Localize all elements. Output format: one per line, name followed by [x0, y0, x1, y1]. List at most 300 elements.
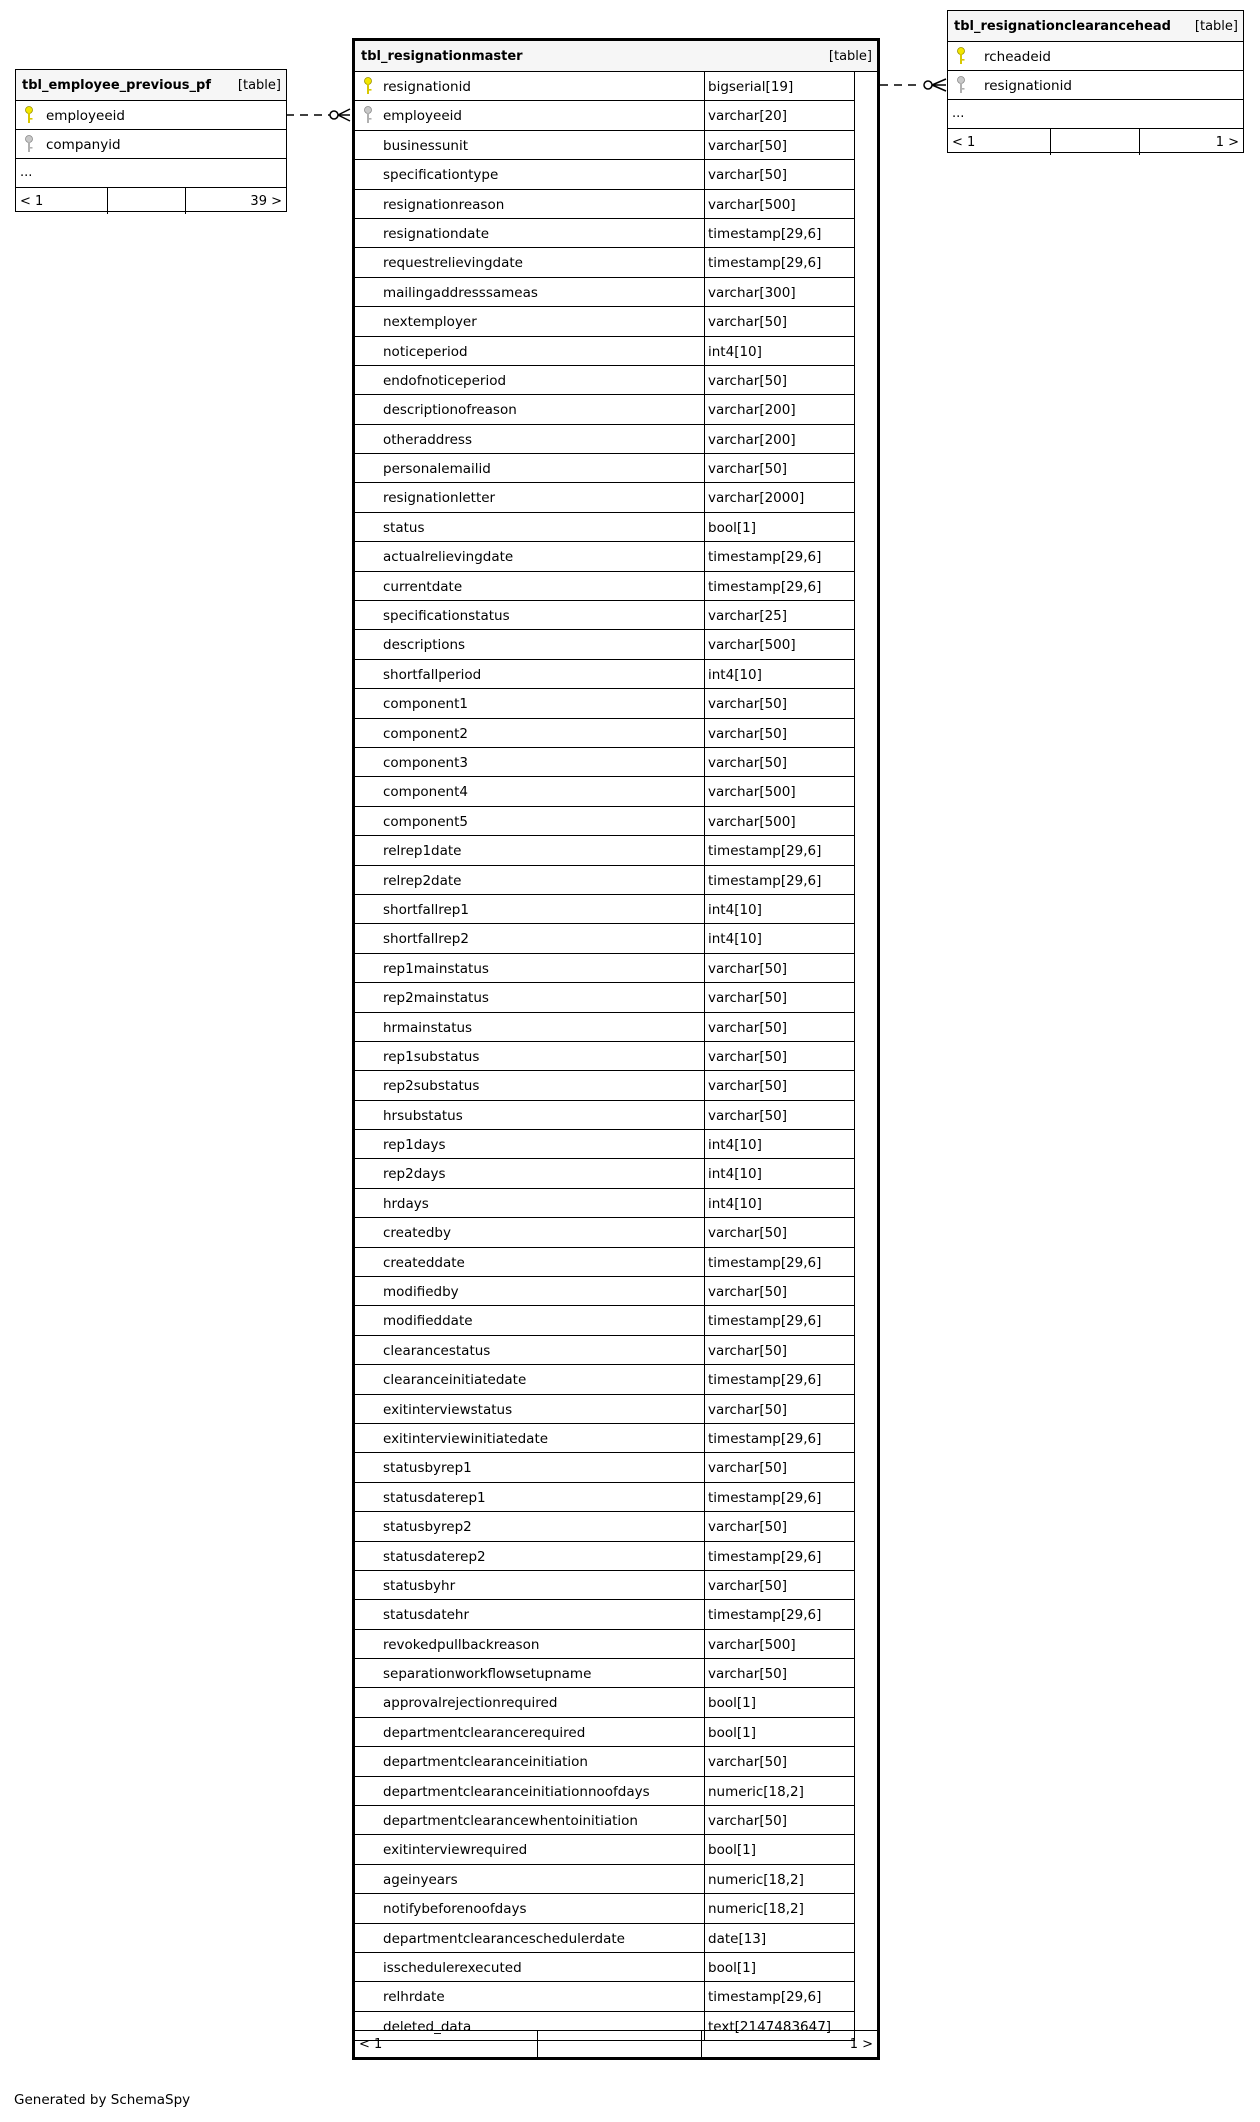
column-type-cell — [704, 924, 854, 952]
column-type-cell — [704, 1865, 854, 1893]
column-type: int4[10] — [708, 901, 762, 918]
column-row[interactable] — [355, 366, 854, 395]
column-name: resignationletter — [383, 490, 496, 507]
column-type-cell — [704, 248, 854, 276]
column-row[interactable] — [355, 954, 854, 983]
column-name: notifybeforenoofdays — [383, 1901, 527, 1918]
connector-crowfoot-left-a — [338, 109, 350, 115]
column-row[interactable] — [355, 1159, 854, 1188]
column-type: timestamp[29,6] — [708, 843, 822, 860]
column-row[interactable] — [355, 72, 854, 101]
column-type: int4[10] — [708, 1195, 762, 1212]
connector-optional-circle-left — [330, 111, 338, 119]
column-type-cell — [704, 1806, 854, 1834]
column-type: bool[1] — [708, 1724, 756, 1741]
pager-next[interactable]: 1 > — [1215, 135, 1239, 150]
column-type: varchar[50] — [708, 461, 788, 478]
column-name: departmentclearancewhentoinitiation — [383, 1813, 638, 1830]
column-type: varchar[50] — [708, 1401, 788, 1418]
column-type: varchar[50] — [708, 1078, 788, 1095]
column-row[interactable] — [355, 1218, 854, 1247]
column-type: varchar[50] — [708, 1754, 788, 1771]
column-row[interactable] — [355, 219, 854, 248]
column-type-cell — [704, 542, 854, 570]
column-name: ageinyears — [383, 1871, 458, 1888]
column-name: createdby — [383, 1225, 451, 1242]
column-row[interactable] — [355, 1865, 854, 1894]
column-row[interactable] — [355, 719, 854, 748]
column-type: varchar[50] — [708, 372, 788, 389]
column-name: exitinterviewstatus — [383, 1401, 513, 1418]
column-row[interactable] — [355, 1101, 854, 1130]
column-name: departmentclearanceinitiationnoofdays — [383, 1783, 650, 1800]
column-type: varchar[50] — [708, 1342, 788, 1359]
column-type-cell — [704, 660, 854, 688]
column-name: specificationtype — [383, 167, 499, 184]
column-name: hrmainstatus — [383, 1019, 473, 1036]
foreign-key-icon — [363, 106, 373, 124]
column-type: bigserial[19] — [708, 79, 794, 95]
column-row[interactable] — [355, 483, 854, 512]
column-type: varchar[50] — [708, 1577, 788, 1594]
column-type-cell — [704, 131, 854, 159]
column-type-cell — [704, 983, 854, 1011]
column-name: shortfallrep1 — [383, 901, 469, 918]
column-name: businessunit — [383, 137, 468, 154]
column-list — [355, 72, 855, 2041]
column-type-cell — [704, 1953, 854, 1981]
table-name: tbl_resignationclearancehead — [954, 19, 1171, 34]
column-type-cell — [704, 1365, 854, 1393]
column-type: varchar[50] — [708, 1048, 788, 1065]
column-type-cell — [704, 1395, 854, 1423]
column-name: rep1days — [383, 1137, 446, 1154]
column-row[interactable] — [355, 748, 854, 777]
column-type: varchar[20] — [708, 108, 788, 125]
column-type: varchar[200] — [708, 402, 796, 419]
column-type-cell — [704, 1277, 854, 1305]
column-name: relrep1date — [383, 843, 462, 860]
column-type-cell — [704, 1218, 854, 1246]
column-row[interactable] — [355, 395, 854, 424]
column-type-cell — [704, 807, 854, 835]
column-name: statusdaterep1 — [383, 1489, 486, 1506]
column-row[interactable] — [355, 689, 854, 718]
column-type: int4[10] — [708, 1166, 762, 1183]
column-type-cell — [704, 307, 854, 335]
connector-optional-circle-right — [924, 81, 932, 89]
column-row[interactable] — [16, 101, 286, 130]
column-type: timestamp[29,6] — [708, 255, 822, 272]
column-name: component2 — [383, 725, 468, 742]
column-type: bool[1] — [708, 1695, 756, 1712]
column-type: timestamp[29,6] — [708, 1254, 822, 1271]
column-name: rep1substatus — [383, 1048, 480, 1065]
column-row[interactable] — [948, 42, 1243, 71]
column-row[interactable] — [355, 1277, 854, 1306]
column-row[interactable] — [355, 1630, 854, 1659]
column-type-cell — [704, 1101, 854, 1129]
column-type: varchar[500] — [708, 637, 796, 654]
column-type: varchar[2000] — [708, 490, 805, 507]
column-row[interactable] — [355, 337, 854, 366]
column-row[interactable] — [355, 248, 854, 277]
column-type: varchar[50] — [708, 1460, 788, 1477]
column-type: numeric[18,2] — [708, 1871, 804, 1888]
column-type-cell — [704, 572, 854, 600]
column-row[interactable] — [355, 1659, 854, 1688]
table-kind: [table] — [828, 49, 872, 64]
column-row[interactable] — [355, 1806, 854, 1835]
column-row[interactable] — [355, 160, 854, 189]
column-type-cell — [704, 1159, 854, 1187]
column-type: timestamp[29,6] — [708, 549, 822, 566]
table-pager — [948, 129, 1243, 155]
column-name: currentdate — [383, 578, 463, 595]
column-type-cell — [704, 366, 854, 394]
column-type-cell — [704, 1571, 854, 1599]
column-type-cell — [704, 513, 854, 541]
column-name: statusdatehr — [383, 1607, 470, 1624]
column-type: timestamp[29,6] — [708, 1372, 822, 1389]
column-type-cell — [704, 1042, 854, 1070]
column-type-cell — [704, 1336, 854, 1364]
column-row[interactable] — [355, 1512, 854, 1541]
column-type: varchar[50] — [708, 1107, 788, 1124]
column-name: nextemployer — [383, 314, 477, 331]
connector-crowfoot-left-b — [338, 115, 350, 121]
column-type-cell — [704, 1600, 854, 1628]
ellipsis: ... — [20, 165, 33, 180]
column-name: hrdays — [383, 1195, 429, 1212]
column-row[interactable] — [355, 1483, 854, 1512]
column-type-cell — [704, 1483, 854, 1511]
column-type-cell — [704, 1894, 854, 1922]
column-name: clearancestatus — [383, 1342, 491, 1359]
table-name: tbl_resignationmaster — [361, 49, 523, 64]
column-name: rcheadeid — [984, 49, 1052, 65]
column-type: text[2147483647] — [708, 2018, 832, 2035]
column-type: varchar[50] — [708, 725, 788, 742]
column-type-cell — [704, 1835, 854, 1863]
column-name: component5 — [383, 813, 468, 830]
column-type-cell — [704, 866, 854, 894]
column-type: varchar[50] — [708, 314, 788, 331]
column-type-cell — [704, 630, 854, 658]
column-row[interactable] — [16, 130, 286, 159]
column-type-cell — [704, 1747, 854, 1775]
column-type-cell — [704, 601, 854, 629]
column-type-cell — [704, 777, 854, 805]
column-type: varchar[500] — [708, 196, 796, 213]
column-type: varchar[50] — [708, 990, 788, 1007]
column-type: bool[1] — [708, 519, 756, 536]
column-name: component1 — [383, 696, 468, 713]
footer-generated-by: Generated by SchemaSpy — [14, 2092, 191, 2108]
column-type: varchar[50] — [708, 1019, 788, 1036]
column-row[interactable] — [355, 1924, 854, 1953]
column-type-cell — [704, 1924, 854, 1952]
column-type-cell — [704, 425, 854, 453]
column-type: timestamp[29,6] — [708, 225, 822, 242]
foreign-key-icon — [24, 135, 34, 153]
column-name: endofnoticeperiod — [383, 372, 507, 389]
column-name: otheraddress — [383, 431, 473, 448]
ellipsis: ... — [952, 106, 965, 121]
column-row[interactable] — [355, 1013, 854, 1042]
column-type: timestamp[29,6] — [708, 1430, 822, 1447]
foreign-key-icon — [956, 76, 966, 94]
column-name: statusbyrep1 — [383, 1460, 472, 1477]
column-name: hrsubstatus — [383, 1107, 463, 1124]
table-kind: [table] — [237, 78, 281, 93]
column-row[interactable] — [355, 101, 854, 130]
column-row[interactable] — [355, 425, 854, 454]
column-name: rep2days — [383, 1166, 446, 1183]
column-name: resignationdate — [383, 225, 490, 242]
column-name: specificationstatus — [383, 608, 510, 625]
column-name: shortfallperiod — [383, 666, 482, 683]
column-type-cell — [704, 1453, 854, 1481]
primary-key-icon — [956, 47, 966, 65]
column-type: int4[10] — [708, 666, 762, 683]
column-row[interactable] — [355, 601, 854, 630]
pager-next[interactable]: 39 > — [250, 194, 282, 209]
column-type-cell — [704, 1718, 854, 1746]
column-type-cell — [704, 1777, 854, 1805]
column-type: varchar[50] — [708, 1666, 788, 1683]
column-name: relhrdate — [383, 1989, 445, 2006]
pager-prev[interactable]: < 1 — [952, 135, 976, 150]
column-name: shortfallrep2 — [383, 931, 469, 948]
column-type: bool[1] — [708, 1842, 756, 1859]
primary-key-icon — [363, 77, 373, 95]
column-type: timestamp[29,6] — [708, 872, 822, 889]
pager-prev[interactable]: < 1 — [20, 194, 44, 209]
column-name: resignationid — [383, 79, 471, 95]
column-name: requestrelievingdate — [383, 255, 523, 272]
column-row[interactable] — [355, 1248, 854, 1277]
column-type: varchar[50] — [708, 167, 788, 184]
column-type: varchar[50] — [708, 1813, 788, 1830]
column-type: varchar[25] — [708, 608, 788, 625]
column-type-cell — [704, 689, 854, 717]
column-name: resignationid — [984, 78, 1072, 94]
column-row[interactable] — [355, 866, 854, 895]
column-type-cell — [704, 1688, 854, 1716]
column-name: separationworkflowsetupname — [383, 1666, 592, 1683]
column-row[interactable] — [355, 1395, 854, 1424]
column-name: descriptionofreason — [383, 402, 517, 419]
column-row[interactable] — [355, 1777, 854, 1806]
column-row[interactable] — [355, 1306, 854, 1335]
column-name: departmentclearanceschedulerdate — [383, 1930, 625, 1947]
column-name: createddate — [383, 1254, 465, 1271]
column-type: varchar[50] — [708, 1519, 788, 1536]
column-type: varchar[500] — [708, 813, 796, 830]
column-type-cell — [704, 1013, 854, 1041]
column-type: date[13] — [708, 1930, 767, 1947]
column-name: noticeperiod — [383, 343, 468, 360]
column-type: varchar[50] — [708, 1284, 788, 1301]
column-row[interactable] — [355, 1894, 854, 1923]
column-type-cell — [704, 219, 854, 247]
column-type-cell — [704, 483, 854, 511]
primary-key-icon — [24, 106, 34, 124]
column-row[interactable] — [355, 1365, 854, 1394]
column-name: actualrelievingdate — [383, 549, 514, 566]
column-type-cell — [704, 160, 854, 188]
column-type-cell — [704, 72, 854, 100]
column-type-cell — [704, 1659, 854, 1687]
column-type: varchar[500] — [708, 784, 796, 801]
column-row[interactable] — [355, 190, 854, 219]
connector-crowfoot-right-a — [932, 79, 946, 85]
column-type-cell — [704, 190, 854, 218]
column-name: exitinterviewinitiatedate — [383, 1430, 549, 1447]
column-name: deleted_data — [383, 2018, 472, 2035]
column-type: timestamp[29,6] — [708, 578, 822, 595]
column-type: bool[1] — [708, 1960, 756, 1976]
column-type: timestamp[29,6] — [708, 1489, 822, 1506]
column-type: varchar[50] — [708, 960, 788, 977]
table-pager — [355, 2030, 877, 2057]
column-name: departmentclearancerequired — [383, 1724, 586, 1741]
column-name: clearanceinitiatedate — [383, 1372, 527, 1389]
column-row[interactable] — [355, 1718, 854, 1747]
column-type-cell — [704, 1542, 854, 1570]
column-type: int4[10] — [708, 1137, 762, 1154]
column-name: rep1mainstatus — [383, 960, 489, 977]
column-type-cell — [704, 278, 854, 306]
column-type-cell — [704, 1512, 854, 1540]
column-row[interactable] — [355, 983, 854, 1012]
column-row[interactable] — [355, 1336, 854, 1365]
column-name: statusbyhr — [383, 1577, 456, 1594]
column-row[interactable] — [355, 1600, 854, 1629]
column-type: varchar[500] — [708, 1636, 796, 1653]
column-type: int4[10] — [708, 343, 762, 360]
column-row[interactable] — [355, 1982, 854, 2011]
column-row[interactable] — [355, 1747, 854, 1776]
column-row[interactable] — [355, 1953, 854, 1982]
column-type-cell — [704, 1189, 854, 1217]
column-row[interactable] — [355, 1189, 854, 1218]
column-row[interactable] — [355, 895, 854, 924]
column-row[interactable] — [355, 836, 854, 865]
column-row[interactable] — [355, 1130, 854, 1159]
column-row[interactable] — [355, 454, 854, 483]
column-name: departmentclearanceinitiation — [383, 1754, 588, 1771]
column-name: resignationreason — [383, 196, 505, 213]
column-type-cell — [704, 1306, 854, 1334]
column-row[interactable] — [355, 924, 854, 953]
column-row[interactable] — [355, 807, 854, 836]
table-header — [355, 41, 877, 72]
column-type-cell — [704, 1130, 854, 1158]
column-name: revokedpullbackreason — [383, 1636, 540, 1653]
column-row[interactable] — [355, 1071, 854, 1100]
column-type-cell — [704, 954, 854, 982]
column-row[interactable] — [355, 572, 854, 601]
column-type: varchar[200] — [708, 431, 796, 448]
column-type: timestamp[29,6] — [708, 1607, 822, 1624]
column-type-cell — [704, 337, 854, 365]
table-header — [948, 11, 1243, 42]
column-name: statusbyrep2 — [383, 1519, 472, 1536]
column-row[interactable] — [355, 1453, 854, 1482]
column-type: varchar[50] — [708, 754, 788, 771]
column-type: numeric[18,2] — [708, 1901, 804, 1918]
table-employee-previous-pf[interactable] — [15, 69, 287, 212]
column-name: exitinterviewrequired — [383, 1842, 528, 1859]
column-type-cell — [704, 1071, 854, 1099]
column-row[interactable] — [355, 513, 854, 542]
column-row[interactable] — [355, 1835, 854, 1864]
column-type-cell — [704, 1982, 854, 2010]
column-type: timestamp[29,6] — [708, 1548, 822, 1565]
column-name: mailingaddresssameas — [383, 284, 538, 301]
column-type: varchar[50] — [708, 696, 788, 713]
column-type-cell — [704, 395, 854, 423]
column-row[interactable] — [355, 1571, 854, 1600]
column-name: modifiedby — [383, 1284, 459, 1301]
column-row[interactable] — [355, 1542, 854, 1571]
column-name: component3 — [383, 754, 468, 771]
table-header — [16, 70, 286, 101]
column-row[interactable] — [355, 278, 854, 307]
column-row[interactable] — [355, 777, 854, 806]
column-name: employeeid — [383, 108, 462, 125]
pager-next[interactable]: 1 > — [849, 2037, 873, 2052]
column-type-cell — [704, 1630, 854, 1658]
table-pager — [16, 188, 286, 214]
more-columns-row — [16, 159, 286, 188]
column-type-cell — [704, 895, 854, 923]
column-name: isschedulerexecuted — [383, 1960, 522, 1976]
column-type-cell — [704, 719, 854, 747]
column-name: modifieddate — [383, 1313, 473, 1330]
column-type-cell — [704, 454, 854, 482]
column-row[interactable] — [355, 630, 854, 659]
column-type: varchar[50] — [708, 137, 788, 154]
table-resignationmaster[interactable] — [352, 38, 880, 2060]
column-type: varchar[300] — [708, 284, 796, 301]
pager-prev[interactable]: < 1 — [359, 2037, 383, 2052]
column-row[interactable] — [355, 307, 854, 336]
column-row[interactable] — [948, 71, 1243, 100]
more-columns-row — [948, 100, 1243, 129]
column-type-cell — [704, 836, 854, 864]
column-type: timestamp[29,6] — [708, 1989, 822, 2006]
table-kind: [table] — [1194, 19, 1238, 34]
column-name: component4 — [383, 784, 468, 801]
column-name: status — [383, 519, 425, 536]
column-row[interactable] — [355, 542, 854, 571]
column-row[interactable] — [355, 1042, 854, 1071]
column-name: descriptions — [383, 637, 466, 654]
column-type: numeric[18,2] — [708, 1783, 804, 1800]
column-row[interactable] — [355, 1424, 854, 1453]
column-name: rep2substatus — [383, 1078, 480, 1095]
column-name: companyid — [46, 137, 121, 153]
column-row[interactable] — [355, 660, 854, 689]
column-row[interactable] — [355, 1688, 854, 1717]
column-row[interactable] — [355, 131, 854, 160]
table-resignationclearancehead[interactable] — [947, 10, 1244, 153]
column-name: approvalrejectionrequired — [383, 1695, 558, 1712]
column-name: rep2mainstatus — [383, 990, 489, 1007]
